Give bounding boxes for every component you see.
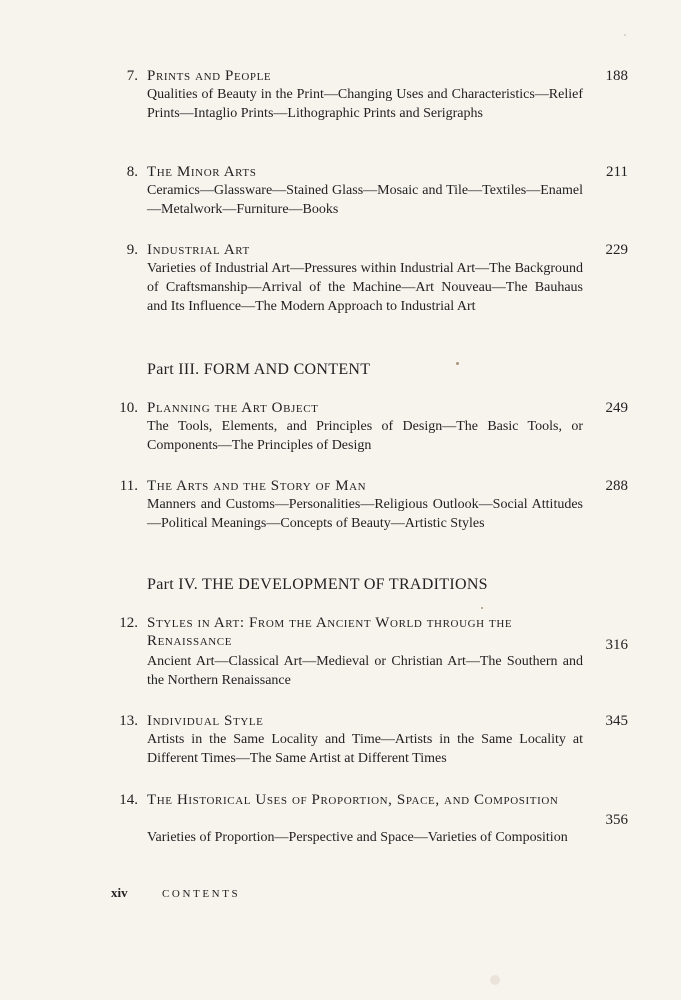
paper-speck	[456, 362, 459, 365]
chapter-number: 7.	[126, 68, 138, 84]
chapter-number: 14.	[119, 792, 138, 808]
chapter-description: Ancient Art—Classical Art—Medieval or Christian Art—The Southern and the Northern Renaissance	[147, 654, 583, 688]
chapter-description: Artists in the Same Locality and Time—Artists in the Same Locality at Different Times—The Same Artist at Different Times	[147, 732, 583, 766]
chapter-title: Planning the Art Object	[147, 400, 319, 416]
chapter-number: 13.	[119, 713, 138, 729]
paper-speck	[624, 34, 626, 36]
chapter-page: 229	[605, 242, 628, 258]
chapter-page: 249	[605, 400, 628, 416]
chapter-page: 211	[606, 164, 628, 180]
chapter-page: 345	[605, 713, 628, 729]
part-heading-iii: Part III. FORM AND CONTENT	[147, 361, 371, 378]
page-number-footer: xiv	[111, 885, 128, 900]
chapter-title: The Arts and the Story of Man	[147, 478, 367, 494]
chapter-page: 356	[605, 812, 628, 828]
chapter-number: 9.	[126, 242, 138, 258]
chapter-number: 8.	[126, 164, 138, 180]
chapter-title: The Minor Arts	[147, 164, 257, 180]
chapter-description: Varieties of Proportion—Perspective and Space—Varieties of Composition	[147, 830, 568, 845]
chapter-title: Prints and People	[147, 68, 272, 84]
chapter-page: 288	[605, 478, 628, 494]
chapter-title: Industrial Art	[147, 242, 250, 258]
chapter-title: The Historical Uses of Proportion, Space, and Composition	[147, 792, 559, 808]
chapter-page: 316	[605, 637, 628, 653]
chapter-page: 188	[605, 68, 628, 84]
chapter-description: Qualities of Beauty in the Print—Changing Uses and Characteristics—Relief Prints—Intaglio Prints—Lithographic Prints and Serigraphs	[147, 87, 583, 121]
chapter-title: Styles in Art: From the Ancient World through the Renaissance	[147, 615, 513, 649]
chapter-description: Manners and Customs—Personalities—Religious Outlook—Social Attitudes—Political Meanings—Concepts of Beauty—Artistic Styles	[147, 497, 583, 531]
chapter-number: 10.	[119, 400, 138, 416]
chapter-description: Varieties of Industrial Art—Pressures within Industrial Art—The Background of Craftsmanship—Arrival of the Machine—Art Nouveau—The Bauhaus and Its Influence—The Modern Approach to Industrial Art	[147, 261, 583, 314]
paper-speck	[481, 607, 483, 609]
chapter-description: The Tools, Elements, and Principles of Design—The Basic Tools, or Components—The Principles of Design	[147, 419, 583, 453]
chapter-number: 11.	[119, 478, 138, 494]
chapter-number: 12.	[119, 615, 138, 631]
part-heading-iv: Part IV. THE DEVELOPMENT OF TRADITIONS	[147, 576, 488, 593]
paper-speck	[490, 975, 500, 985]
section-label-footer: CONTENTS	[162, 888, 241, 900]
chapter-title: Individual Style	[147, 713, 264, 729]
chapter-description: Ceramics—Glassware—Stained Glass—Mosaic and Tile—Textiles—Enamel—Metalwork—Furniture—Books	[147, 183, 583, 217]
